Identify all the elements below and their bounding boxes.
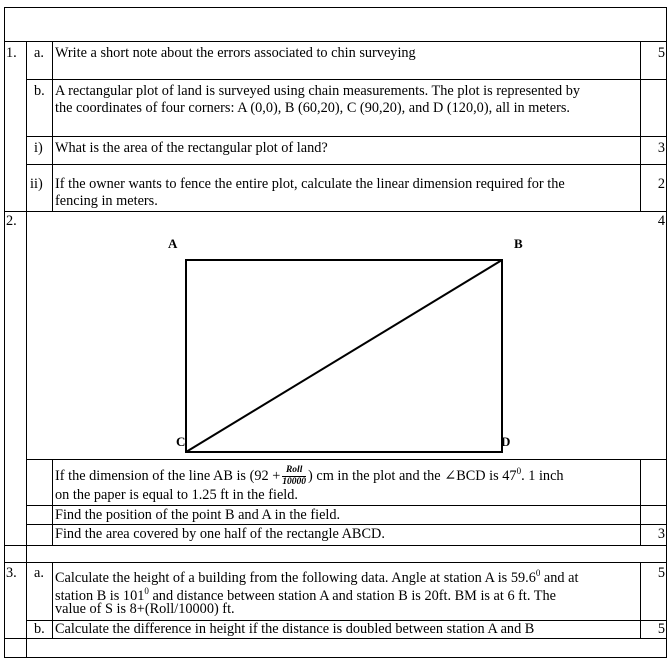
q1b-line2: the coordinates of four corners: A (0,0), B (60,20), C (90,20), and D (120,0), all in meters. — [55, 100, 570, 116]
q3a-label: a. — [34, 565, 44, 581]
q2-number: 2. — [6, 213, 17, 229]
roll-fraction: $\frac{\text{Roll}}{10000}$ — [282, 465, 307, 488]
q2-text-line4: Find the area covered by one half of the rectangle ABCD. — [55, 526, 385, 542]
vertex-label-c: C — [176, 434, 186, 449]
q1b-line1: A rectangular plot of land is surveyed using chain measurements. The plot is represented by — [55, 83, 581, 99]
vertex-label-a: A — [168, 236, 178, 251]
q1i-label: i) — [34, 140, 43, 156]
q1a-text: Write a short note about the errors associated to chin surveying — [55, 45, 416, 61]
q1ii-line2: fencing in meters. — [55, 193, 158, 209]
q1-number: 1. — [6, 45, 17, 61]
q1ii-line1: If the owner wants to fence the entire plot, calculate the linear dimension required for the — [55, 176, 565, 192]
q3a-line1: Calculate the height of a building from the following data. Angle at station A is 59.6$^0$ and at — [55, 568, 579, 586]
q3b-marks: 5 — [657, 621, 665, 637]
q2-text-line3: Find the position of the point B and A in the field. — [55, 507, 341, 523]
q1ii-label: ii) — [30, 176, 43, 192]
q3a-marks: 5 — [657, 565, 665, 581]
q3b-label: b. — [34, 621, 45, 637]
q2-text-line2: on the paper is equal to 1.25 ft in the field. — [55, 487, 298, 503]
q1b-label: b. — [34, 83, 45, 99]
q2-marks: 4 — [657, 213, 665, 229]
q2-text-line1: If the dimension of the line AB is (92 + $\frac{\text{Roll}}{10000}$ ) cm in the plot and the ∠BCD is $47^0$. 1 inch — [55, 465, 564, 488]
q1ii-marks: 2 — [657, 176, 665, 192]
q2-marks2: 3 — [657, 526, 665, 542]
q1a-label: a. — [34, 45, 44, 61]
vertex-label-d: D — [501, 434, 511, 449]
q3-number: 3. — [6, 565, 17, 581]
q1i-marks: 3 — [657, 140, 665, 156]
diagonal-cb — [186, 260, 502, 452]
q3b-text: Calculate the difference in height if the distance is doubled between station A and B — [55, 621, 535, 637]
vertex-label-b: B — [514, 236, 523, 251]
q3a-line3: value of S is 8+(Roll/10000) ft. — [55, 601, 235, 617]
q1a-marks: 5 — [657, 45, 665, 61]
q3a-line2: station B is $101^0$ and distance between station A and station B is 20ft. BM is at 6 ft. The — [55, 586, 557, 604]
q1i-text: What is the area of the rectangular plot of land? — [55, 140, 328, 156]
